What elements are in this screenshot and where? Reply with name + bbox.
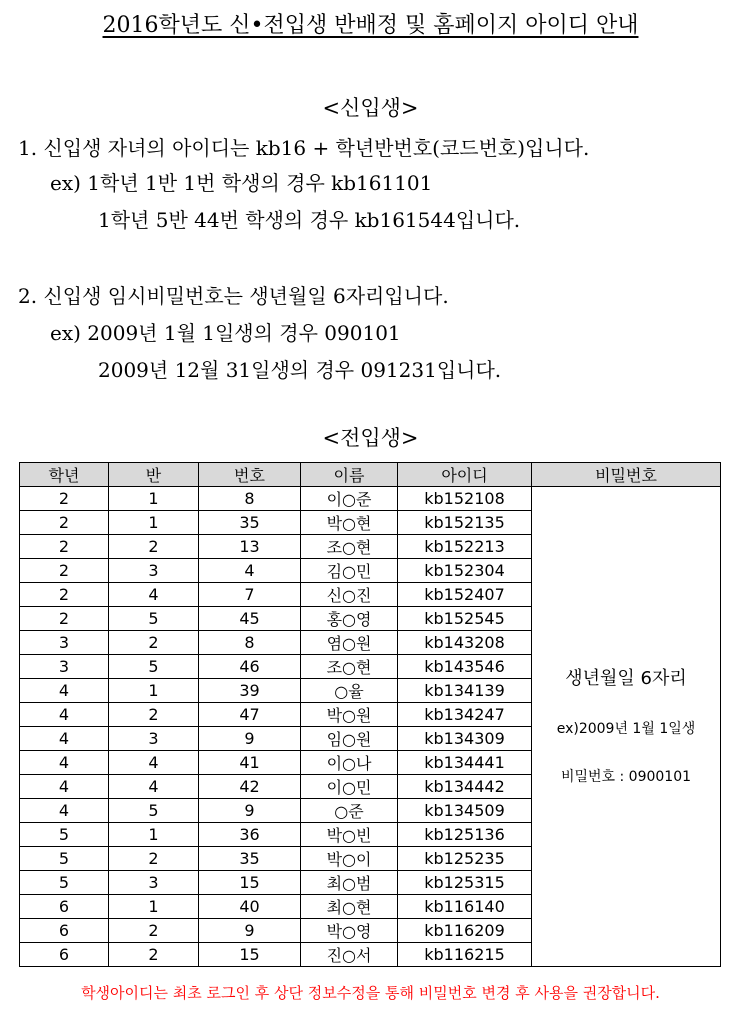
cell-id: kb134441: [398, 751, 532, 775]
cell-id: kb134247: [398, 703, 532, 727]
cell-name: 박○원: [301, 703, 398, 727]
new-password-rule: 2. 신입생 임시비밀번호는 생년월일 6자리입니다.: [18, 284, 449, 308]
cell-name: 박○이: [301, 847, 398, 871]
new-password-example-1: ex) 2009년 1월 1일생의 경우 090101: [50, 321, 401, 345]
cell-name: 진○서: [301, 943, 398, 967]
cell-class: 5: [109, 655, 199, 679]
cell-number: 39: [199, 679, 301, 703]
cell-grade: 2: [20, 535, 109, 559]
cell-number: 8: [199, 631, 301, 655]
cell-class: 3: [109, 727, 199, 751]
cell-grade: 2: [20, 487, 109, 511]
cell-id: kb134139: [398, 679, 532, 703]
password-note-cell: [532, 487, 721, 967]
cell-number: 4: [199, 559, 301, 583]
cell-grade: 2: [20, 511, 109, 535]
new-id-rule: 1. 신입생 자녀의 아이디는 kb16 + 학년반번호(코드번호)입니다.: [18, 136, 590, 160]
password-note-value: 비밀번호 : 0900101: [560, 769, 692, 786]
column-header-number: 번호: [199, 463, 301, 487]
cell-id: kb143546: [398, 655, 532, 679]
password-note-main: 생년월일 6자리: [565, 667, 687, 689]
cell-number: 15: [199, 871, 301, 895]
cell-grade: 3: [20, 655, 109, 679]
cell-number: 46: [199, 655, 301, 679]
password-note-example: ex)2009년 1월 1일생: [556, 721, 696, 737]
column-header-id: 아이디: [398, 463, 532, 487]
cell-class: 1: [109, 511, 199, 535]
cell-name: 염○원: [301, 631, 398, 655]
cell-name: 박○빈: [301, 823, 398, 847]
cell-class: 5: [109, 799, 199, 823]
cell-id: kb134509: [398, 799, 532, 823]
cell-name: 이○민: [301, 775, 398, 799]
cell-number: 35: [199, 847, 301, 871]
cell-number: 8: [199, 487, 301, 511]
new-students-heading: <신입생>: [322, 96, 419, 120]
cell-number: 13: [199, 535, 301, 559]
cell-grade: 2: [20, 607, 109, 631]
cell-grade: 6: [20, 895, 109, 919]
cell-number: 41: [199, 751, 301, 775]
cell-name: 이○나: [301, 751, 398, 775]
cell-number: 9: [199, 727, 301, 751]
cell-id: kb152407: [398, 583, 532, 607]
new-password-example-2: 2009년 12월 31일생의 경우 091231입니다.: [98, 358, 502, 382]
cell-class: 2: [109, 631, 199, 655]
cell-id: kb152135: [398, 511, 532, 535]
cell-class: 4: [109, 583, 199, 607]
cell-name: 신○진: [301, 583, 398, 607]
cell-name: 최○범: [301, 871, 398, 895]
cell-grade: 4: [20, 775, 109, 799]
cell-name: 홍○영: [301, 607, 398, 631]
cell-name: 임○원: [301, 727, 398, 751]
column-header-grade: 학년: [20, 463, 109, 487]
cell-name: 이○준: [301, 487, 398, 511]
cell-number: 9: [199, 799, 301, 823]
table-row: [20, 487, 721, 511]
cell-class: 1: [109, 487, 199, 511]
cell-name: ○준: [301, 799, 398, 823]
cell-id: kb143208: [398, 631, 532, 655]
cell-number: 40: [199, 895, 301, 919]
cell-number: 15: [199, 943, 301, 967]
cell-number: 45: [199, 607, 301, 631]
transfer-students-heading: <전입생>: [322, 426, 419, 450]
cell-id: kb116209: [398, 919, 532, 943]
cell-class: 3: [109, 559, 199, 583]
cell-grade: 5: [20, 823, 109, 847]
cell-name: 김○민: [301, 559, 398, 583]
cell-grade: 5: [20, 871, 109, 895]
cell-id: kb152304: [398, 559, 532, 583]
cell-class: 1: [109, 823, 199, 847]
cell-name: 조○현: [301, 655, 398, 679]
cell-class: 1: [109, 895, 199, 919]
new-id-example-1: ex) 1학년 1반 1번 학생의 경우 kb161101: [50, 171, 433, 195]
column-header-name: 이름: [301, 463, 398, 487]
cell-grade: 4: [20, 799, 109, 823]
cell-grade: 4: [20, 703, 109, 727]
column-header-password: 비밀번호: [532, 463, 721, 487]
cell-number: 35: [199, 511, 301, 535]
cell-grade: 2: [20, 583, 109, 607]
cell-grade: 5: [20, 847, 109, 871]
footer-notice: 학생아이디는 최초 로그인 후 상단 정보수정을 통해 비밀번호 변경 후 사용을 권장합니다.: [81, 984, 660, 1002]
cell-number: 47: [199, 703, 301, 727]
page-title: [0, 8, 741, 39]
cell-grade: 6: [20, 919, 109, 943]
cell-class: 4: [109, 751, 199, 775]
cell-class: 2: [109, 943, 199, 967]
cell-id: kb134309: [398, 727, 532, 751]
cell-number: 7: [199, 583, 301, 607]
cell-class: 3: [109, 871, 199, 895]
cell-id: kb134442: [398, 775, 532, 799]
cell-class: 2: [109, 703, 199, 727]
cell-class: 4: [109, 775, 199, 799]
cell-name: 박○현: [301, 511, 398, 535]
cell-id: kb125235: [398, 847, 532, 871]
cell-class: 2: [109, 919, 199, 943]
cell-name: 박○영: [301, 919, 398, 943]
cell-id: kb125136: [398, 823, 532, 847]
transfer-students-table: [19, 462, 721, 967]
cell-number: 42: [199, 775, 301, 799]
cell-id: kb116140: [398, 895, 532, 919]
cell-grade: 4: [20, 727, 109, 751]
cell-id: kb116215: [398, 943, 532, 967]
cell-name: ○율: [301, 679, 398, 703]
cell-number: 9: [199, 919, 301, 943]
cell-class: 5: [109, 607, 199, 631]
cell-class: 1: [109, 679, 199, 703]
cell-class: 2: [109, 847, 199, 871]
table-header-row: [20, 463, 721, 487]
cell-id: kb152108: [398, 487, 532, 511]
cell-id: kb125315: [398, 871, 532, 895]
new-id-example-2: 1학년 5반 44번 학생의 경우 kb161544입니다.: [98, 208, 521, 232]
column-header-class: 반: [109, 463, 199, 487]
cell-grade: 2: [20, 559, 109, 583]
cell-id: kb152213: [398, 535, 532, 559]
cell-grade: 3: [20, 631, 109, 655]
cell-number: 36: [199, 823, 301, 847]
cell-class: 2: [109, 535, 199, 559]
cell-name: 조○현: [301, 535, 398, 559]
cell-grade: 6: [20, 943, 109, 967]
cell-grade: 4: [20, 751, 109, 775]
cell-name: 최○현: [301, 895, 398, 919]
cell-id: kb152545: [398, 607, 532, 631]
page-title-text: 2016학년도 신•전입생 반배정 및 홈페이지 아이디 안내: [102, 13, 639, 38]
cell-grade: 4: [20, 679, 109, 703]
